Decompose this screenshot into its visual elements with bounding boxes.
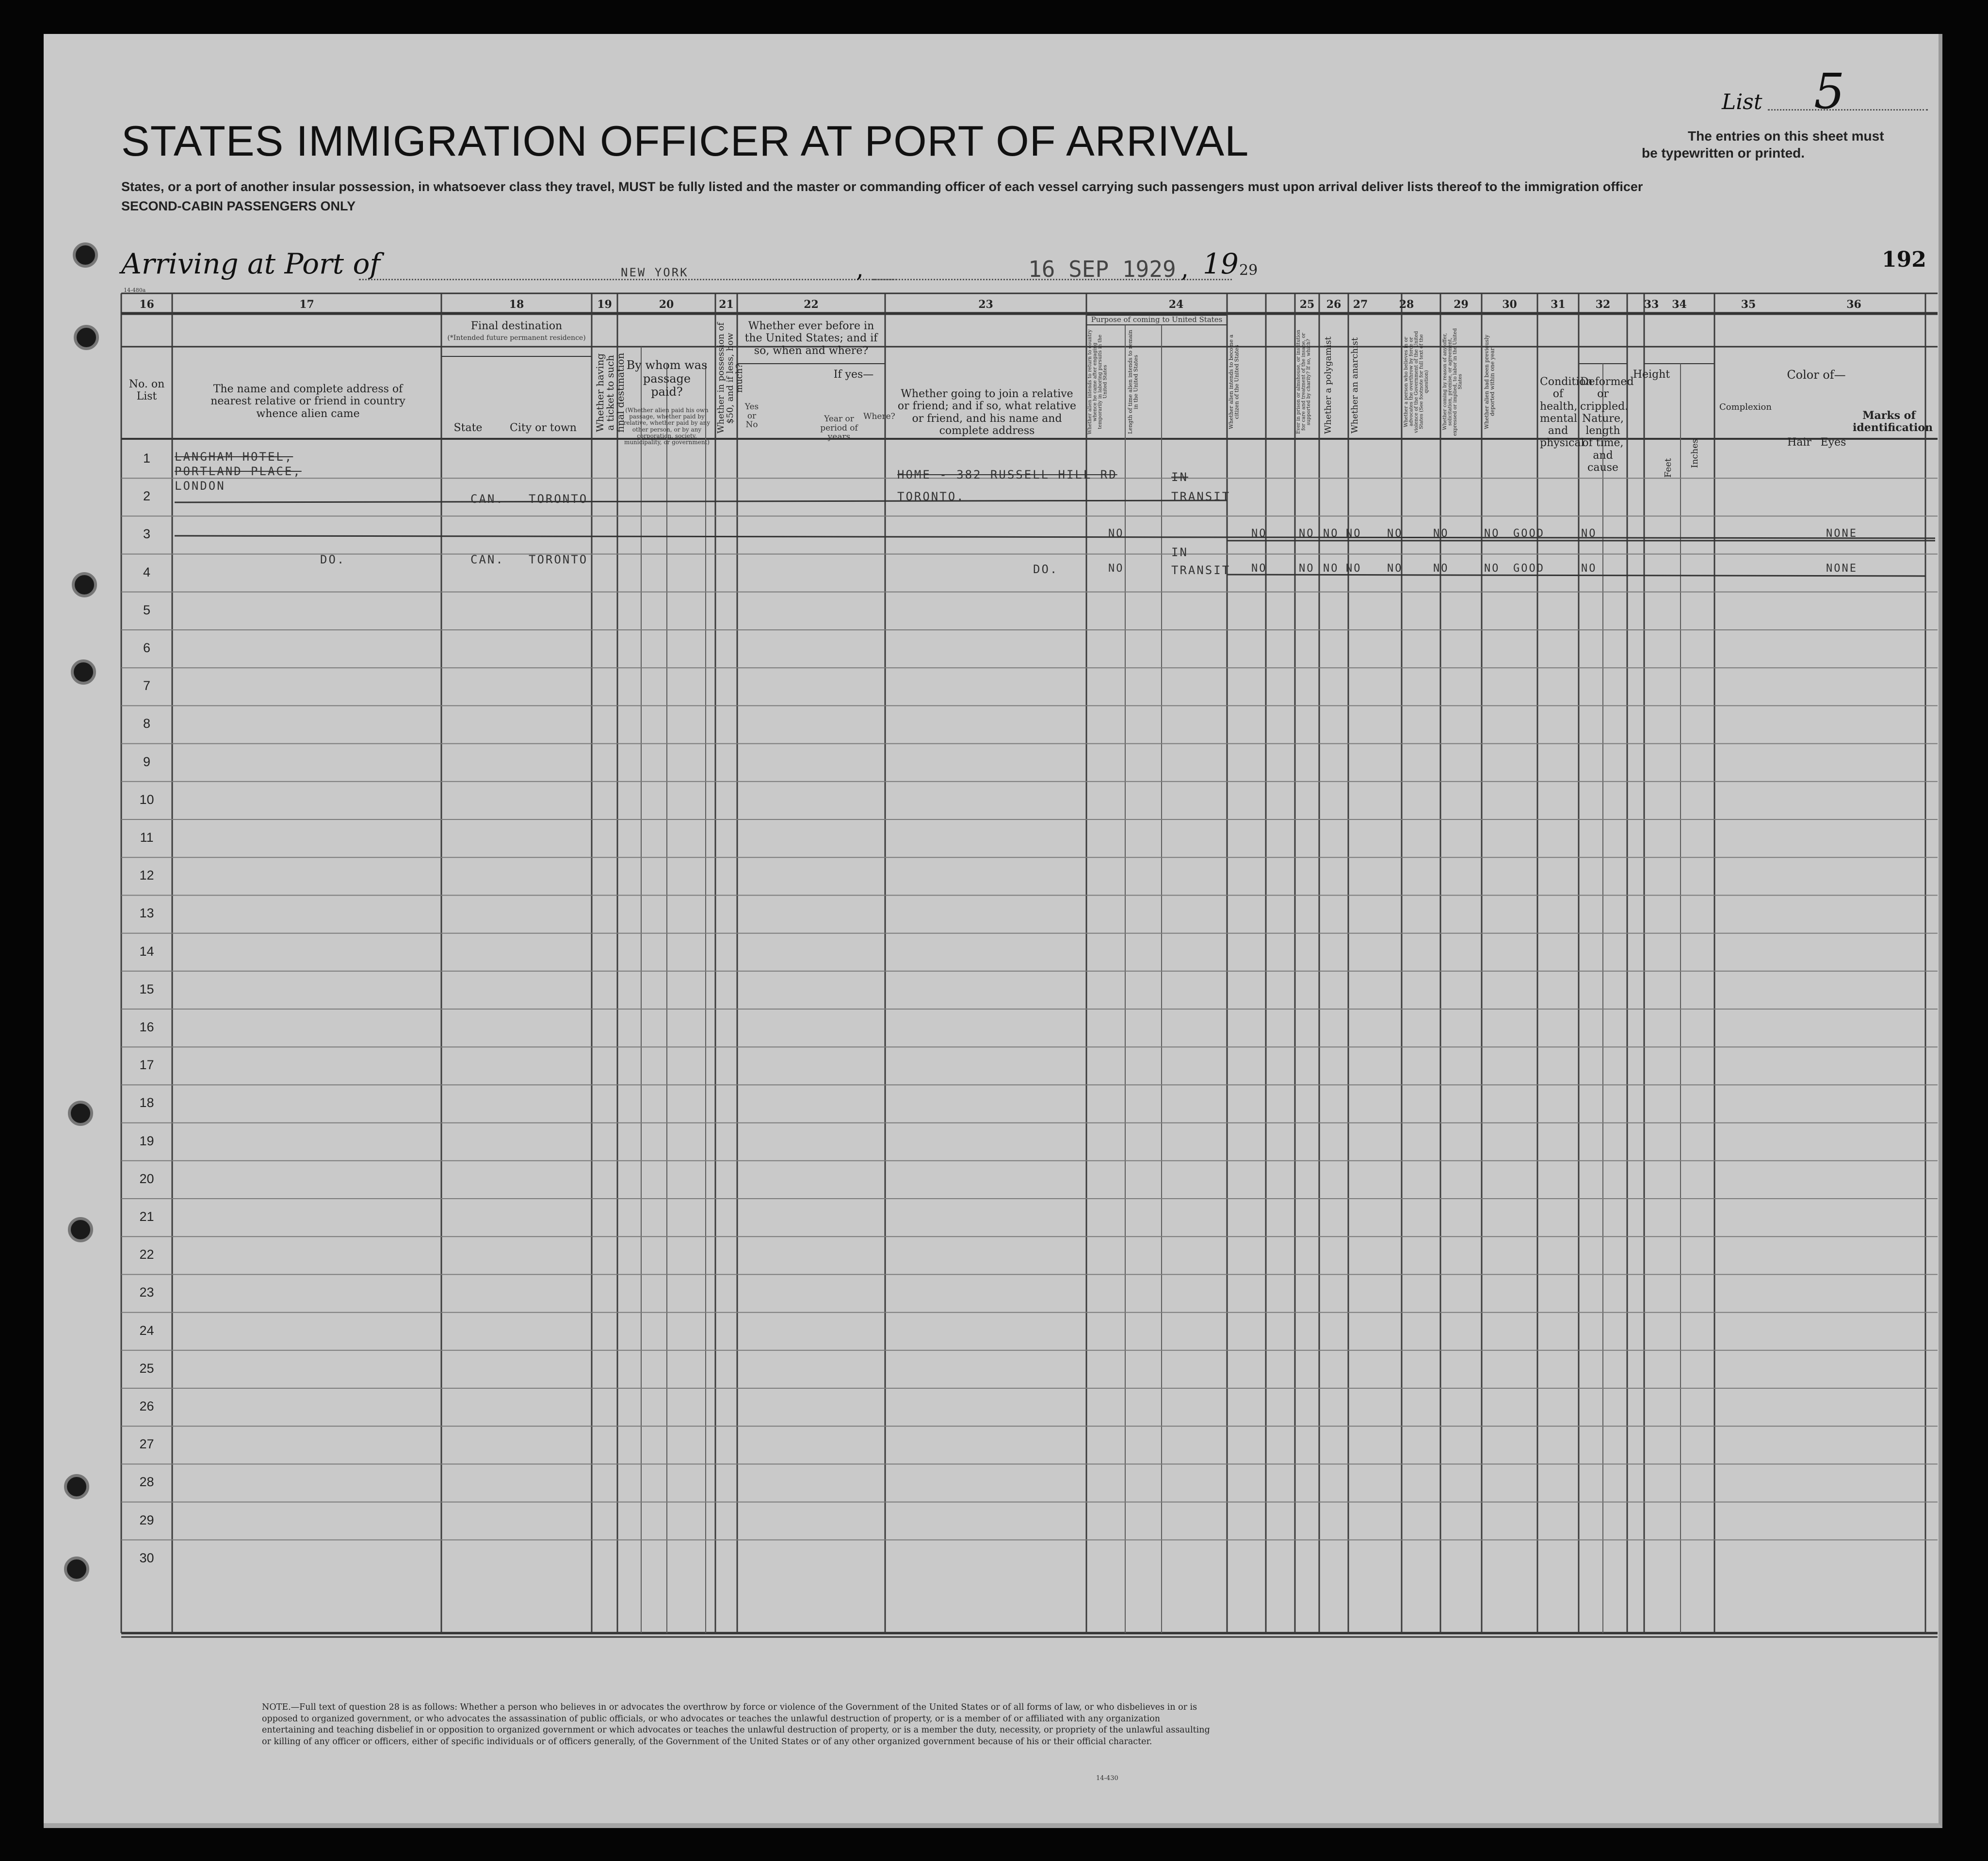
- col17-heading: The name and complete address of nearest relative or friend in country whence alien came: [210, 383, 405, 420]
- row2-marks: NONE: [1826, 562, 1858, 575]
- col20-subheading: (Whether alien paid his own passage, whether paid by relative, whether paid by any other person, or by any corporation, society, municipality, or government): [623, 407, 711, 446]
- row-number: 15: [139, 981, 154, 996]
- col34-heading: Complexion: [1719, 402, 1772, 412]
- row-number: 14: [139, 944, 154, 959]
- row-number: 17: [139, 1058, 154, 1073]
- column-number: 31: [1551, 298, 1566, 311]
- row1-join: HOME - 382 RUSSELL HILL RD: [897, 468, 1117, 481]
- row2-relative: DO.: [320, 553, 346, 566]
- row-number: 20: [139, 1171, 154, 1186]
- column-number: 26: [1326, 298, 1341, 311]
- col32-heading: Deformed or crippled. Nature, length of time, and cause: [1580, 376, 1634, 474]
- col24-return: Whether alien intends to return to country whence he came after engaging temporarily in laboring pursuits in the United States: [1087, 329, 1108, 434]
- col22-year: Year or period of years: [820, 414, 858, 442]
- column-number: 18: [509, 298, 524, 311]
- row-number: 8: [143, 716, 151, 731]
- col20-heading: By whom was passage paid?: [626, 358, 708, 399]
- col18-subheading: (*Intended future permanent residence): [447, 334, 586, 342]
- col35-hair: Hair: [1787, 436, 1811, 449]
- row-number: 29: [139, 1512, 154, 1527]
- column-number: 30: [1502, 298, 1517, 311]
- row2-deformed: NO: [1581, 562, 1597, 575]
- col33-feet-label: Feet: [1663, 458, 1673, 478]
- row2-length: IN: [1171, 545, 1188, 559]
- row1-citizen: NO: [1251, 528, 1267, 540]
- list-label: List: [1722, 90, 1762, 114]
- row-number: 13: [139, 906, 154, 921]
- col25-heading: Ever in prison or almshouse, or institution for care and treatment of the insane, or supported by charity? If so, which?: [1296, 330, 1311, 434]
- typed-note: be typewritten or printed.: [1642, 145, 1805, 160]
- col24-length: Length of time alien intends to remain in the United States: [1127, 330, 1139, 434]
- col24-citizen: Whether alien intends to become a citizen of the United States: [1228, 334, 1240, 430]
- row1-return: NO: [1108, 528, 1124, 540]
- row-number: 16: [139, 1020, 154, 1034]
- row-number: 2: [143, 489, 151, 504]
- row2-anarchist: NO: [1346, 562, 1362, 575]
- row1-deported: NO: [1484, 528, 1500, 540]
- row1-deformed: NO: [1581, 528, 1597, 540]
- row-number: 6: [143, 641, 151, 655]
- row-number: 27: [139, 1437, 154, 1452]
- arriving-label: Arriving at Port of: [121, 247, 380, 280]
- row1-city: TORONTO: [529, 492, 588, 506]
- row1-length: TRANSIT: [1171, 490, 1231, 503]
- form-code: 14-480a: [124, 287, 146, 293]
- manifest-sheet: STATES IMMIGRATION OFFICER AT PORT OF ARRIVAL States, or a port of another insular possession, in whatsoever class they travel, MUST be fully listed and the master or commanding officer of each vessel carrying such passengers must upon arrival deliver lists thereof to the immigration officer SECOND-CABIN PASSENGERS ONLY List 5 The entries on this sheet must be typewritten or printed. Arriving at Port of NEW YORK , 16 SEP 1929 , 19 29 192 14-480a 16 17 18 19 20 21 22 23 24 25 26 27 28 29 30 31 32 33 34 35 36 No. on List The name and complete address of nearest relative or friend in country whence alien came Final destination (*Intended future permanent residence) State City or town Whether having a ticket to such final destination By whom was passage paid? (Whether alien paid his own passage, whether paid by relative, whether paid by any other person, or by any corporation, society, municipality, or government) Whether in possession of $50, and if less, how much? Whether ever before in the United States; and if so, when and where? Yes or No If yes— Year or period of years Where? Whether going to join a relative or friend; and if so, what relative or friend, and his name and complete address Purpose of coming to United States Whether alien intends to return to country whence he came after engaging temporarily in laboring pursuits in the United States Length of time alien intends to remain in the United States Whether alien intends to become a citizen of the United States Ever in prison or almshouse, or institution for care and treatment of the insane, or supported by charity? If so, which? Whether a polygamist Whether an anarchist Whether a person who believes in or advocates the overthrow by force or violence of the Government of the United States (See footnote for full text of the question) Whether coming by reason of any offer, solicitation, promise, or agreement, expressed or implied, to labor in the United States Whether alien had been previously deported within one year Condition of health, mental and physical Deformed or crippled. Nature, length of time, and cause Height Feet Inches Complexion Color of— Hair Eyes Marks of identification 1 2 3 4 5 6 7 8 9 10 11 12 13 14 15 16 17 18 19 20 21 22 23 24 25 26 27 28 29 30 LANGHAM HOTEL, PORTLAND PLACE, LONDON CAN. TORONTO HOME - 382 RUSSELL HILL RD TORONTO. IN TRANSIT NO NO NO NO NO NO NO NO GOOD NO NONE NO NO NO NO NO NO NO NO GOOD NO NONE DO. CAN. TORONTO DO. IN TRANSIT NOTE.—Full text of question 28 is as follows: Whether a person who believes in or advocates the overthrow by force or violence of the Government of the United States or of all forms of law, or who disbelieves in or is opposed to organized government, or who advocates the assassination of public officials, or who advocates or teaches the unlawful destruction of property, or is a member of or affiliated with any organization entertaining and teaching disbelief in or opposition to organized government or which advocates or teaches the unlawful destruction of property, or is a member the duty, necessity, or propriety of the unlawful assaulting or killing of any officer or officers, either of specific individuals or of officers generally, of the Government of the United States or of any other organized government because of his or their official character. 14-430: [44, 34, 1942, 1828]
- instruction-line: States, or a port of another insular possession, in whatsoever class they travel, MUST be fully listed and the master or commanding officer of each vessel carrying such passengers must upon arrival deliver lists thereof to the immigration officer: [121, 179, 1643, 194]
- row1-relative: LONDON: [175, 479, 226, 493]
- row2-offer: NO: [1433, 562, 1449, 575]
- col30-heading: Whether alien had been previously deported within one year: [1484, 335, 1496, 429]
- column-number: 20: [659, 298, 674, 311]
- row-number: 5: [143, 602, 151, 617]
- row2-prison: NO: [1299, 562, 1315, 575]
- column-number: 36: [1846, 298, 1861, 311]
- col22-yesno: Yes or No: [744, 402, 759, 430]
- list-number: 5: [1814, 63, 1845, 120]
- col27-heading: Whether an anarchist: [1350, 337, 1360, 434]
- col22-ifyes: If yes—: [833, 369, 874, 381]
- row-number: 25: [139, 1361, 154, 1376]
- row1-offer: NO: [1433, 528, 1449, 540]
- row2-deported: NO: [1484, 562, 1500, 575]
- column-number: 29: [1454, 298, 1469, 311]
- row-number: 3: [143, 527, 151, 542]
- col22-where: Where?: [863, 412, 895, 421]
- row-number: 24: [139, 1323, 154, 1338]
- column-number: 17: [299, 298, 314, 311]
- date-stamp: 16 SEP 1929: [1028, 256, 1176, 282]
- row-number: 22: [139, 1247, 154, 1262]
- row-number: 9: [143, 754, 151, 769]
- col21-heading: Whether in possession of $50, and if less, how much?: [716, 322, 744, 434]
- row-number: 28: [139, 1475, 154, 1490]
- footnote: NOTE.—Full text of question 28 is as follows: Whether a person who believes in or advocates the overthrow by force or violence of the Government of the United States or of all forms of law, or who disbelieves in or is opposed to organized government, or who advocates the assassination of public officials, or who advocates or teaches the unlawful destruction of property, or is a member of or affiliated with any organization entertaining and teaching disbelief in or opposition to organized government or which advocates or teaches the unlawful destruction of property, or is a member the duty, necessity, or propriety of the unlawful assaulting or killing of any officer or officers, either of specific individuals or of officers generally, of the Government of the United States or of any other organized government because of his or their official character.: [262, 1702, 1210, 1747]
- column-number: 35: [1741, 298, 1756, 311]
- col19-heading: Whether having a ticket to such final destination: [594, 353, 626, 433]
- row2-length: TRANSIT: [1171, 563, 1231, 577]
- col33-inches-label: Inches: [1690, 439, 1700, 468]
- row2-polygamist: NO: [1323, 562, 1339, 575]
- year-prefix: 19: [1203, 247, 1239, 280]
- port-value: NEW YORK: [621, 266, 689, 279]
- row1-relative: LANGHAM HOTEL,: [175, 450, 293, 464]
- row1-length: IN: [1171, 470, 1188, 484]
- row-number: 30: [139, 1550, 154, 1565]
- row-number: 19: [139, 1133, 154, 1148]
- row1-relative: PORTLAND PLACE,: [175, 465, 302, 478]
- row2-join: DO.: [1033, 562, 1059, 576]
- row1-state: CAN.: [470, 492, 504, 506]
- column-number: 16: [139, 298, 154, 311]
- col33-heading: Height: [1632, 369, 1670, 381]
- col18-heading: Final destination: [470, 320, 563, 332]
- column-number: 27: [1353, 298, 1368, 311]
- col29-heading: Whether coming by reason of any offer, solicitation, promise, or agreement, expressed or implied, to labor in the United States: [1442, 328, 1463, 436]
- column-number: 23: [978, 298, 993, 311]
- row1-join: TORONTO.: [897, 490, 965, 503]
- col18-city: City or town: [510, 422, 577, 434]
- page-title: STATES IMMIGRATION OFFICER AT PORT OF ARRIVAL: [121, 117, 1249, 165]
- row1-overthrow: NO: [1387, 528, 1403, 540]
- row2-city: TORONTO: [529, 553, 588, 566]
- col18-state: State: [453, 422, 483, 434]
- column-number: 33: [1644, 298, 1659, 311]
- col35-eyes: Eyes: [1820, 436, 1846, 449]
- row-number: 7: [143, 678, 151, 693]
- column-number: 28: [1399, 298, 1414, 311]
- row1-anarchist: NO: [1346, 528, 1362, 540]
- row1-polygamist: NO: [1323, 528, 1339, 540]
- col26-heading: Whether a polygamist: [1323, 337, 1333, 434]
- typed-note: The entries on this sheet must: [1688, 128, 1884, 144]
- row2-health: GOOD: [1513, 562, 1545, 575]
- column-number: 22: [804, 298, 819, 311]
- col36-heading: Marks of identification: [1853, 409, 1933, 434]
- row-number: 21: [139, 1209, 154, 1224]
- column-number: 21: [719, 298, 734, 311]
- col31-heading: Condition of health, mental and physical: [1540, 376, 1593, 449]
- column-number: 19: [597, 298, 612, 311]
- row2-return: NO: [1108, 562, 1124, 575]
- row-number: 10: [139, 792, 154, 807]
- row1-prison: NO: [1299, 528, 1315, 540]
- row2-overthrow: NO: [1387, 562, 1403, 575]
- class-line: SECOND-CABIN PASSENGERS ONLY: [121, 199, 356, 213]
- column-number: 25: [1299, 298, 1315, 311]
- column-number: 32: [1595, 298, 1611, 311]
- col28-heading: Whether a person who believes in or advocates the overthrow by force or violence of the Government of the United States (See footnote for full text of the question): [1404, 331, 1429, 433]
- column-number: 24: [1168, 298, 1184, 311]
- row-number: 23: [139, 1285, 154, 1300]
- page-number: 192: [1882, 247, 1926, 272]
- col23-heading: Whether going to join a relative or friend; and if so, what relative or friend, and his name and complete address: [897, 388, 1077, 437]
- form-code: 14-430: [1096, 1775, 1118, 1782]
- row-number: 1: [143, 451, 151, 465]
- row2-state: CAN.: [470, 553, 504, 566]
- year-suffix: 29: [1239, 262, 1258, 279]
- row-number: 26: [139, 1399, 154, 1413]
- col24-heading: Purpose of coming to United States: [1091, 315, 1223, 324]
- row-number: 12: [139, 868, 154, 883]
- col22-heading: Whether ever before in the United States; and if so, when and where?: [744, 320, 878, 357]
- col16-heading: No. on List: [129, 378, 165, 403]
- col35-heading: Color of—: [1787, 368, 1846, 382]
- row-number: 18: [139, 1095, 154, 1110]
- row1-health: GOOD: [1513, 528, 1545, 540]
- row1-marks: NONE: [1826, 528, 1858, 540]
- row-number: 11: [140, 830, 154, 845]
- row-number: 4: [143, 564, 151, 579]
- column-number: 34: [1672, 298, 1687, 311]
- row2-citizen: NO: [1251, 562, 1267, 575]
